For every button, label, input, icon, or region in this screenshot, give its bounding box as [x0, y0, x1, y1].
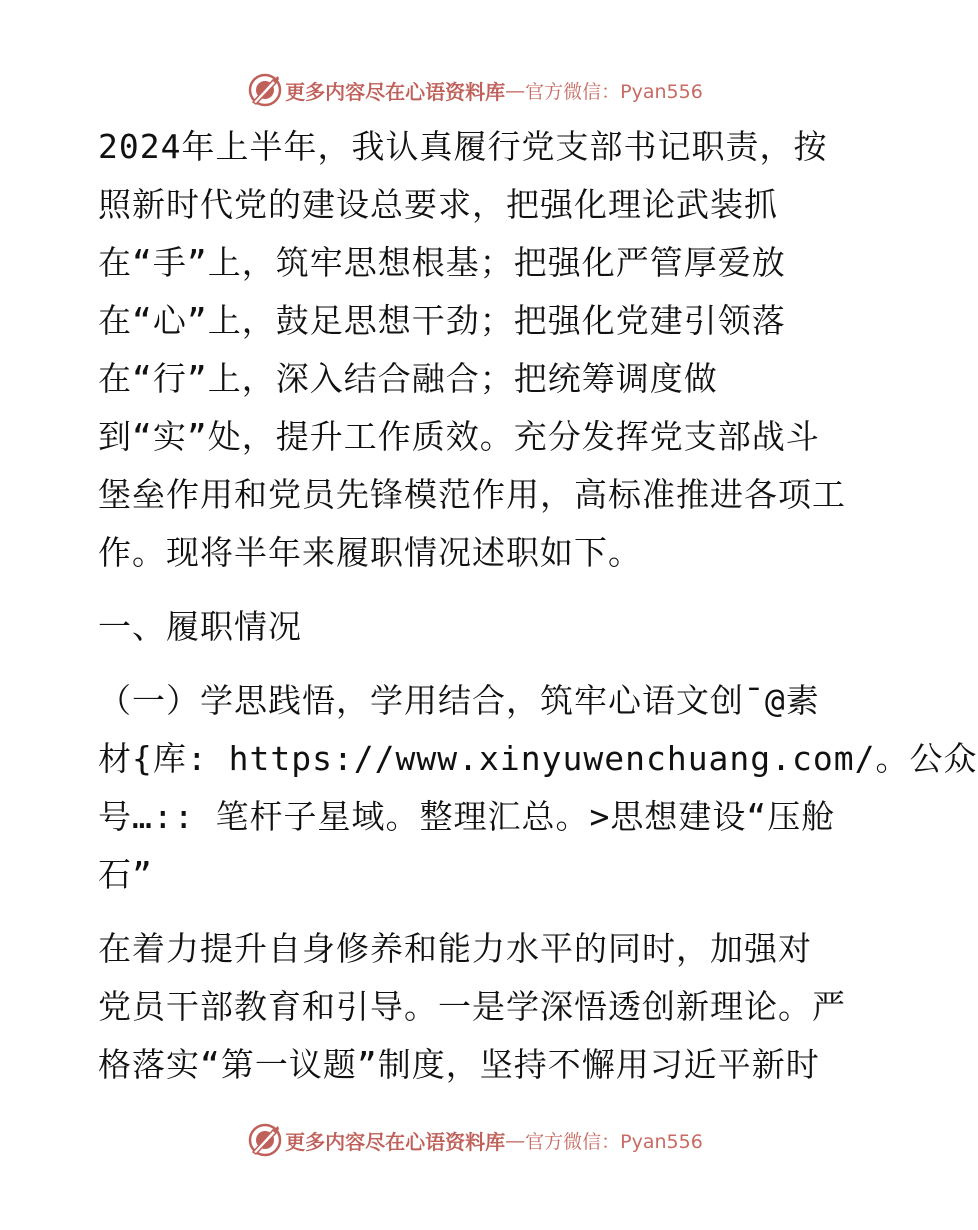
text-line: 照新时代党的建设总要求，把强化理论武装抓	[98, 185, 778, 224]
document-body	[98, 118, 978, 1094]
text-line: 材{库: https://www.xinyuwenchuang.com/。公众	[98, 739, 978, 778]
text-line: 2024年上半年，我认真履行党支部书记职责，按	[98, 127, 828, 166]
watermark-wechat-text: 官方微信：Pyan556	[525, 80, 703, 103]
watermark-wechat-text: 官方微信：Pyan556	[525, 1130, 703, 1153]
paragraph-intro	[98, 118, 858, 582]
text-line: 堡垒作用和党员先锋模范作用，高标准推进各项工	[98, 475, 846, 514]
text-line: 在着力提升自身修养和能力水平的同时，加强对	[98, 929, 812, 968]
watermark-main-text: 更多内容尽在心语资料库	[285, 79, 506, 104]
text-line: 在“心”上，鼓足思想干劲；把强化党建引领落	[98, 301, 786, 340]
text-line: 号…:: 笔杆子星域。整理汇总。>思想建设“压舱	[98, 797, 836, 836]
quill-seal-logo-icon	[247, 72, 283, 108]
watermark-main-text: 更多内容尽在心语资料库	[285, 1129, 506, 1154]
text-line: 格落实“第一议题”制度，坚持不懈用习近平新时	[98, 1045, 820, 1084]
text-line: 石”	[98, 855, 153, 894]
paragraph-gap	[98, 904, 858, 920]
text-line: 在“手”上，筑牢思想根基；把强化严管厚爱放	[98, 243, 786, 282]
text-line: 作。现将半年来履职情况述职如下。	[98, 533, 642, 572]
paragraph-gap	[98, 656, 858, 672]
text-line: 到“实”处，提升工作质效。充分发挥党支部战斗	[98, 417, 820, 456]
text-line: 党员干部教育和引导。一是学深悟透创新理论。严	[98, 987, 846, 1026]
header-watermark	[0, 70, 950, 110]
text-line: （一）学思践悟，学用结合，筑牢心语文创¯@素	[98, 681, 820, 720]
quill-seal-logo-icon	[247, 1122, 283, 1158]
text-line: 在“行”上，深入结合融合；把统筹调度做	[98, 359, 718, 398]
paragraph-education	[98, 920, 858, 1094]
watermark-dash: —	[505, 1128, 526, 1152]
subsection-heading	[98, 672, 978, 904]
section-heading: 一、履职情况	[98, 607, 302, 646]
footer-watermark	[0, 1120, 950, 1160]
paragraph-gap	[98, 582, 858, 598]
watermark-dash: —	[505, 78, 526, 102]
